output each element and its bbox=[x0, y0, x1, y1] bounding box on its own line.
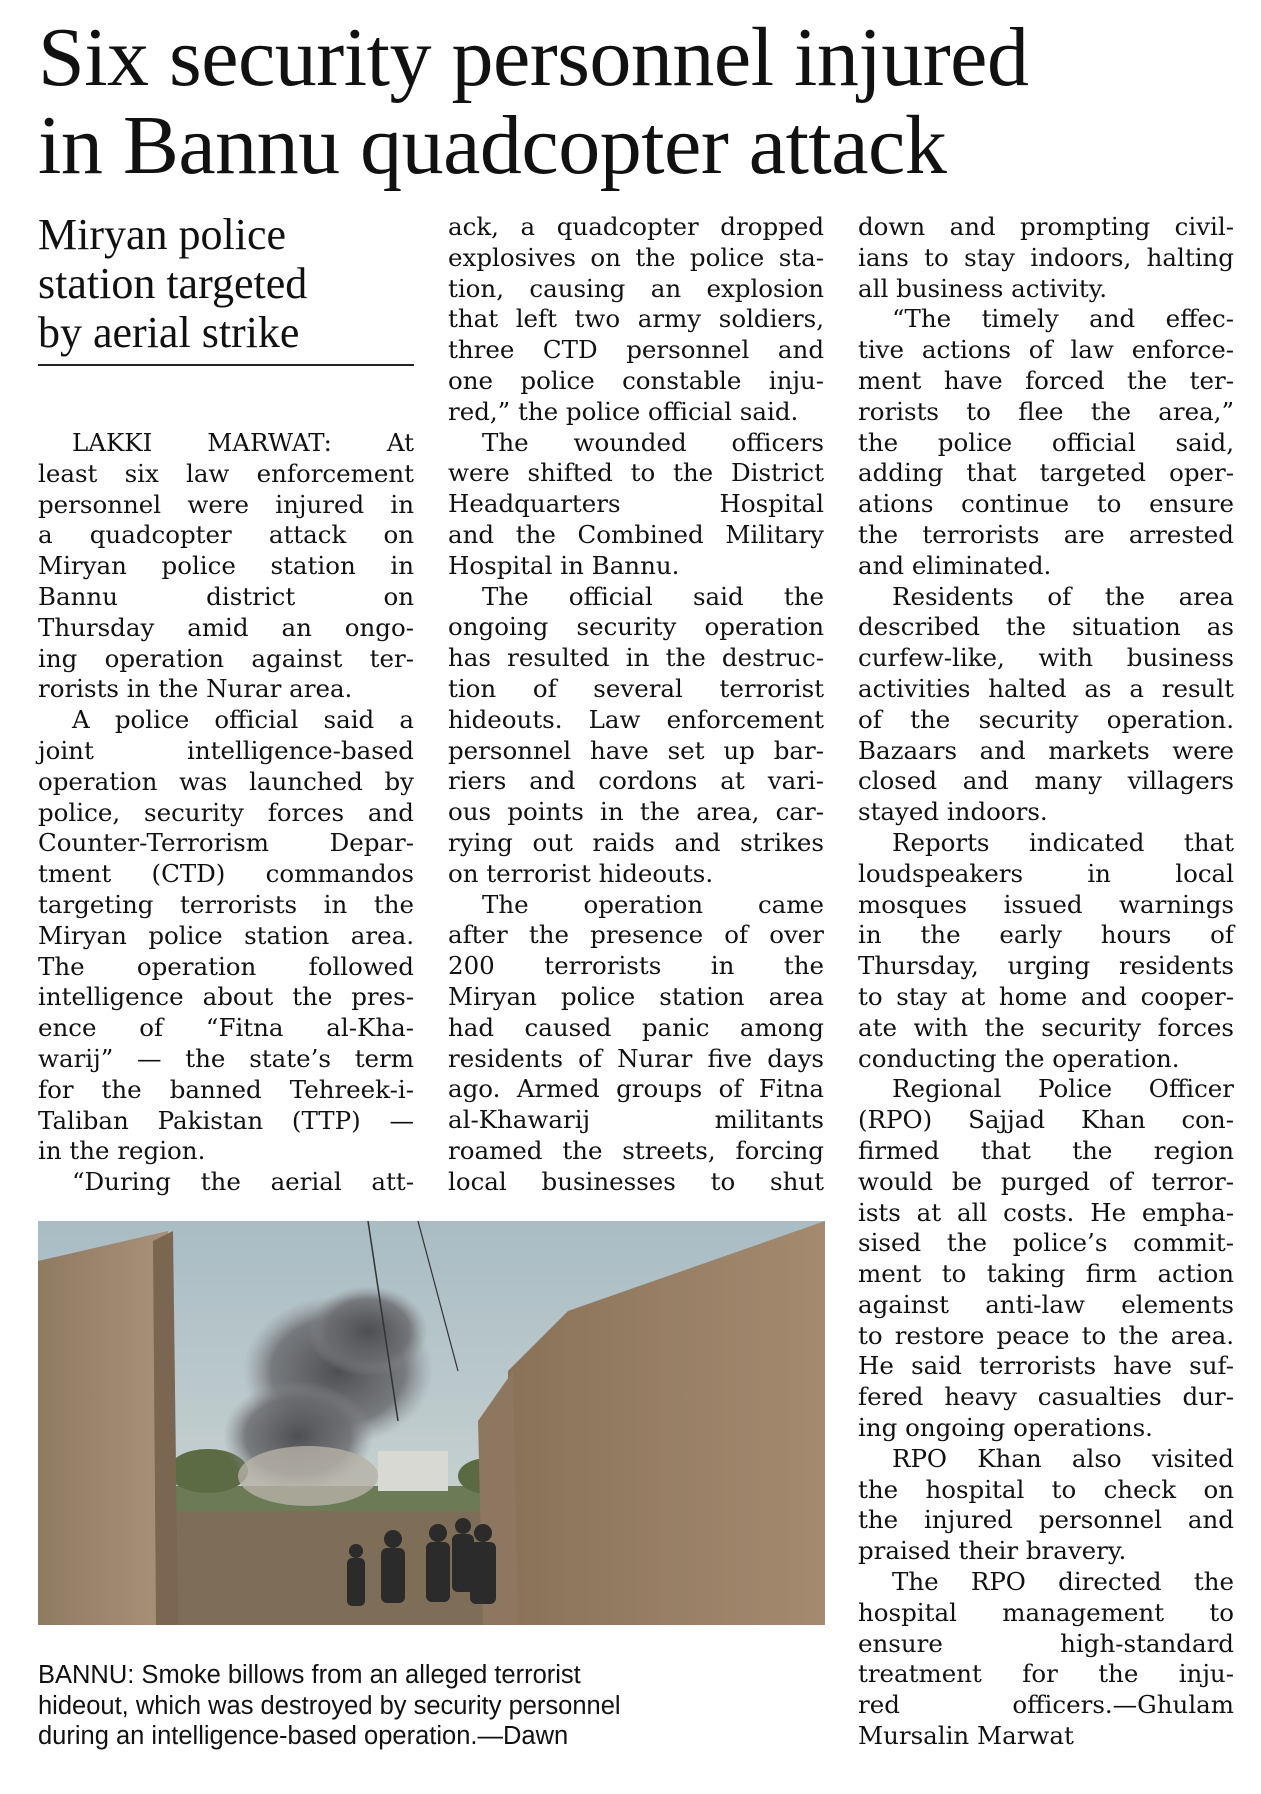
article-line: The operation came bbox=[482, 889, 824, 919]
article-line: Headquarters Hospital bbox=[448, 489, 824, 519]
news-photo bbox=[38, 1221, 825, 1625]
article-line: mosques issued warnings bbox=[858, 889, 1234, 919]
headline bbox=[38, 11, 1238, 192]
article-line: ensure high-standard bbox=[858, 1628, 1234, 1658]
article-line: roamed the streets, forcing bbox=[448, 1135, 824, 1165]
article-line: ing ongoing operations. bbox=[858, 1413, 1153, 1443]
article-line: al-Khawarij militants bbox=[448, 1105, 824, 1135]
article-line: all business activity. bbox=[858, 273, 1108, 303]
article-line: Bazaars and markets were bbox=[858, 735, 1234, 765]
article-line: rorists in the Nurar area. bbox=[38, 674, 353, 704]
article-line: Miryan police station area bbox=[448, 981, 824, 1011]
subheadline bbox=[38, 210, 414, 357]
article-line: were shifted to the District bbox=[448, 458, 824, 488]
article-line: for the banned Tehreek-i- bbox=[38, 1074, 414, 1104]
article-line: on terrorist hideouts. bbox=[448, 858, 714, 888]
article-line: He said terrorists have suf- bbox=[858, 1351, 1234, 1381]
article-line: closed and many villagers bbox=[858, 766, 1234, 796]
article-line: Taliban Pakistan (TTP) — bbox=[38, 1105, 414, 1135]
article-line: had caused panic among bbox=[448, 1012, 824, 1042]
article-line: Regional Police Officer bbox=[892, 1074, 1234, 1104]
article-line: red officers.—Ghulam bbox=[858, 1690, 1234, 1720]
article-line: of the security operation. bbox=[858, 704, 1234, 734]
article-line: ians to stay indoors, halting bbox=[858, 242, 1234, 272]
article-line: the terrorists are arrested bbox=[858, 519, 1234, 549]
article-line: three CTD personnel and bbox=[448, 335, 824, 365]
article-line: police, security forces and bbox=[38, 797, 414, 827]
article-line: “The timely and effec- bbox=[892, 304, 1234, 334]
article-line: Hospital in Bannu. bbox=[448, 550, 680, 580]
caption-line: during an intelligence-based operation.—Dawn bbox=[38, 1722, 569, 1750]
article-line: ists at all costs. He empha- bbox=[858, 1197, 1234, 1227]
article-line: 200 terrorists in the bbox=[448, 951, 824, 981]
article-line: “During the aerial att- bbox=[72, 1167, 414, 1197]
article-line: Miryan police station area. bbox=[38, 920, 414, 950]
article-column-3 bbox=[858, 212, 1234, 1752]
article-line: that left two army soldiers, bbox=[448, 304, 824, 334]
article-line: Thursday, urging residents bbox=[858, 951, 1234, 981]
article-line: (RPO) Sajjad Khan con- bbox=[858, 1105, 1234, 1135]
caption-line: BANNU: Smoke billows from an alleged terrorist bbox=[38, 1661, 581, 1689]
article-line: RPO Khan also visited bbox=[892, 1443, 1234, 1473]
article-line: personnel have set up bar- bbox=[448, 735, 824, 765]
article-line: hospital management to bbox=[858, 1597, 1234, 1627]
article-line: down and prompting civil- bbox=[858, 212, 1234, 241]
article-line: tion of several terrorist bbox=[448, 673, 824, 703]
article-line: Bannu district on bbox=[38, 581, 414, 611]
article-line: ongoing security operation bbox=[448, 612, 824, 642]
subheadline-line: station targeted bbox=[38, 259, 308, 308]
article-line: least six law enforcement bbox=[38, 458, 414, 488]
article-line: after the presence of over bbox=[448, 920, 824, 950]
article-column-1 bbox=[38, 428, 414, 1198]
article-line: Thursday amid an ongo- bbox=[38, 612, 414, 642]
article-line: A police official said a bbox=[72, 705, 414, 735]
article-line: ate with the security forces bbox=[858, 1012, 1234, 1042]
article-line: local businesses to shut bbox=[448, 1166, 824, 1196]
article-line: to restore peace to the area. bbox=[858, 1320, 1234, 1350]
caption-line: hideout, which was destroyed by security personnel bbox=[38, 1691, 621, 1720]
article-line: praised their bravery. bbox=[858, 1536, 1127, 1566]
article-line: Reports indicated that bbox=[892, 827, 1234, 857]
article-line: residents of Nurar five days bbox=[448, 1043, 824, 1073]
headline-line: in Bannu quadcopter attack bbox=[38, 99, 947, 192]
article-line: firmed that the region bbox=[858, 1135, 1234, 1165]
article-line: loudspeakers in local bbox=[858, 858, 1234, 888]
article-line: hideouts. Law enforcement bbox=[448, 704, 824, 734]
article-line: the injured personnel and bbox=[858, 1505, 1234, 1535]
subheadline-line: by aerial strike bbox=[38, 308, 300, 357]
article-line: to stay at home and cooper- bbox=[858, 981, 1234, 1011]
article-line: Residents of the area bbox=[892, 581, 1234, 611]
article-line: would be purged of terror- bbox=[858, 1166, 1234, 1196]
subheadline-rule bbox=[38, 364, 414, 366]
article-line: rorists to flee the area,” bbox=[858, 396, 1234, 426]
article-line: Mursalin Marwat bbox=[858, 1721, 1074, 1751]
article-line: in the early hours of bbox=[858, 920, 1234, 950]
article-line: warij” — the state’s term bbox=[38, 1043, 414, 1073]
article-line: ence of “Fitna al-Kha- bbox=[38, 1013, 414, 1043]
article-line: conducting the operation. bbox=[858, 1043, 1180, 1073]
article-line: stayed indoors. bbox=[858, 797, 1048, 827]
article-line: described the situation as bbox=[858, 612, 1234, 642]
article-line: adding that targeted oper- bbox=[858, 458, 1234, 488]
article-line: tive actions of law enforce- bbox=[858, 335, 1234, 365]
article-line: curfew-like, with business bbox=[858, 643, 1234, 673]
article-line: personnel were injured in bbox=[38, 489, 414, 519]
article-line: targeting terrorists in the bbox=[38, 889, 414, 919]
photo-caption bbox=[38, 1660, 838, 1752]
article-line: red,” the police official said. bbox=[448, 396, 799, 426]
article-line: intelligence about the pres- bbox=[38, 982, 414, 1012]
article-line: ment have forced the ter- bbox=[858, 365, 1234, 395]
article-column-2 bbox=[448, 212, 824, 1198]
article-line: ack, a quadcopter dropped bbox=[448, 212, 824, 241]
article-line: has resulted in the destruc- bbox=[448, 643, 824, 673]
article-line: The wounded officers bbox=[482, 427, 824, 457]
article-line: the hospital to check on bbox=[858, 1474, 1234, 1504]
article-line: a quadcopter attack on bbox=[38, 520, 414, 550]
article-line: joint intelligence-based bbox=[38, 735, 414, 765]
article-line: The operation followed bbox=[38, 951, 414, 981]
article-line: ations continue to ensure bbox=[858, 489, 1234, 519]
article-line: treatment for the inju- bbox=[858, 1659, 1234, 1689]
article-line: fered heavy casualties dur- bbox=[858, 1382, 1234, 1412]
article-line: ago. Armed groups of Fitna bbox=[448, 1074, 824, 1104]
headline-line: Six security personnel injured bbox=[38, 11, 1029, 104]
article-line: ous points in the area, car- bbox=[448, 797, 824, 827]
article-line: Miryan police station in bbox=[38, 551, 414, 581]
article-line: sised the police’s commit- bbox=[858, 1228, 1234, 1258]
article-line: and the Combined Military bbox=[448, 519, 824, 549]
article-line: rying out raids and strikes bbox=[448, 827, 824, 857]
subheadline-line: Miryan police bbox=[38, 210, 287, 259]
article-line: explosives on the police sta- bbox=[448, 242, 824, 272]
article-line: tment (CTD) commandos bbox=[38, 859, 414, 889]
article-line: one police constable inju- bbox=[448, 365, 824, 395]
article-line: LAKKI MARWAT: At bbox=[72, 428, 414, 457]
article-line: Counter-Terrorism Depar- bbox=[38, 828, 414, 858]
article-line: and eliminated. bbox=[858, 550, 1052, 580]
article-line: riers and cordons at vari- bbox=[448, 766, 824, 796]
article-line: ment to taking firm action bbox=[858, 1259, 1234, 1289]
article-line: activities halted as a result bbox=[858, 673, 1234, 703]
article-line: against anti-law elements bbox=[858, 1289, 1234, 1319]
article-line: the police official said, bbox=[858, 427, 1234, 457]
article-line: tion, causing an explosion bbox=[448, 273, 824, 303]
article-line: The RPO directed the bbox=[892, 1567, 1234, 1597]
article-line: in the region. bbox=[38, 1136, 206, 1166]
article-line: The official said the bbox=[482, 581, 824, 611]
article-line: ing operation against ter- bbox=[38, 643, 414, 673]
article-line: operation was launched by bbox=[38, 766, 414, 796]
